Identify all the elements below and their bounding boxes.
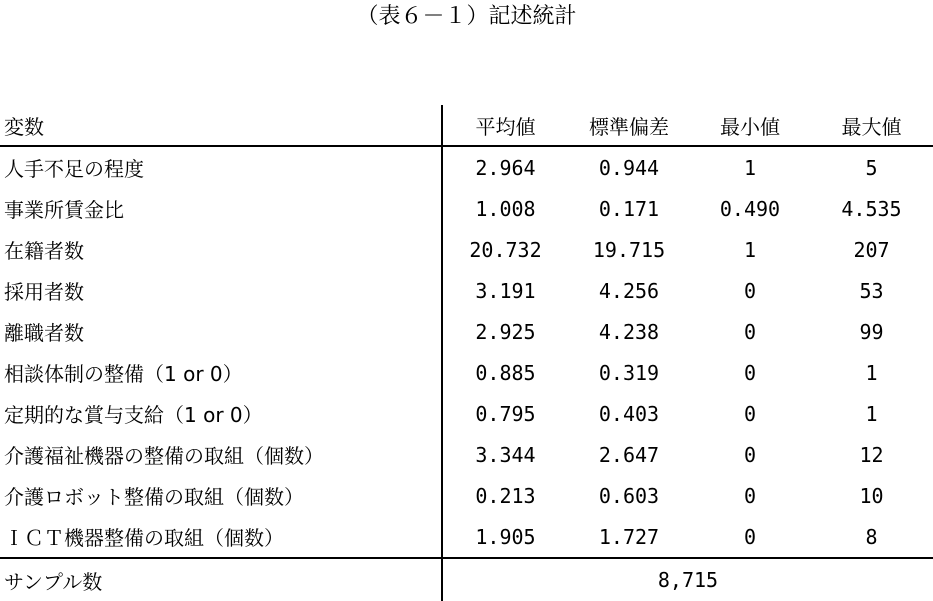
row-label: 離職者数 xyxy=(0,311,442,352)
table-row xyxy=(0,434,933,475)
cell-min: 1 xyxy=(743,237,757,262)
cell-max: 5 xyxy=(865,155,878,180)
table-row xyxy=(0,475,933,516)
cell-sd: 2.647 xyxy=(598,442,660,467)
cell-sd: 0.403 xyxy=(598,401,660,426)
cell-sd: 4.238 xyxy=(598,319,660,344)
row-label: 事業所賃金比 xyxy=(0,188,442,229)
table-row xyxy=(0,352,933,393)
cell-sd: 0.319 xyxy=(598,360,660,385)
cell-min: 0 xyxy=(743,483,757,508)
row-label: 定期的な賞与支給（1 or 0） xyxy=(0,393,442,434)
cell-mean: 2.964 xyxy=(475,155,536,180)
cell-max: 207 xyxy=(853,237,890,262)
cell-min: 0 xyxy=(743,524,757,549)
cell-max: 1 xyxy=(865,401,878,426)
cell-min: 0.490 xyxy=(719,196,781,221)
header-row xyxy=(0,105,933,146)
cell-min: 0 xyxy=(743,319,757,344)
cell-mean: 1.008 xyxy=(475,196,536,221)
cell-sd: 1.727 xyxy=(598,524,660,549)
table-row xyxy=(0,270,933,311)
cell-min: 1 xyxy=(743,155,757,180)
cell-mean: 0.795 xyxy=(475,401,536,426)
cell-max: 8 xyxy=(865,524,878,549)
cell-mean: 0.213 xyxy=(475,483,536,508)
cell-max: 1 xyxy=(865,360,878,385)
cell-sd: 19.715 xyxy=(592,237,666,262)
cell-sd: 4.256 xyxy=(598,278,660,303)
table-row xyxy=(0,146,933,188)
cell-sd: 0.944 xyxy=(598,155,660,180)
cell-max: 12 xyxy=(859,442,884,467)
table-row xyxy=(0,229,933,270)
cell-mean: 3.344 xyxy=(475,442,536,467)
row-label: 在籍者数 xyxy=(0,229,442,270)
header-max: 最大値 xyxy=(810,105,933,146)
table-row xyxy=(0,516,933,558)
table-row xyxy=(0,393,933,434)
cell-min: 0 xyxy=(743,401,757,426)
table-row xyxy=(0,311,933,352)
header-sd: 標準偏差 xyxy=(568,105,690,146)
sample-size-label: サンプル数 xyxy=(0,558,442,601)
row-label: 介護ロボット整備の取組（個数） xyxy=(0,475,442,516)
row-label: 相談体制の整備（1 or 0） xyxy=(0,352,442,393)
table-title: （表６－１）記述統計 xyxy=(356,4,577,29)
header-variable: 変数 xyxy=(0,105,442,146)
table-row xyxy=(0,188,933,229)
sample-size-value: 8,715 xyxy=(442,558,933,601)
cell-max: 10 xyxy=(859,483,884,508)
cell-mean: 3.191 xyxy=(475,278,536,303)
cell-min: 0 xyxy=(743,278,757,303)
header-mean: 平均値 xyxy=(442,105,568,146)
row-label: 人手不足の程度 xyxy=(0,146,442,188)
cell-mean: 1.905 xyxy=(475,524,536,549)
cell-max: 4.535 xyxy=(841,196,902,221)
cell-mean: 2.925 xyxy=(475,319,536,344)
cell-mean: 20.732 xyxy=(469,237,542,262)
cell-sd: 0.171 xyxy=(598,196,660,221)
cell-max: 99 xyxy=(859,319,884,344)
descriptive-statistics-table xyxy=(0,105,933,601)
row-label: 介護福祉機器の整備の取組（個数） xyxy=(0,434,442,475)
header-min: 最小値 xyxy=(690,105,810,146)
row-label: ＩＣＴ機器整備の取組（個数） xyxy=(0,516,442,558)
cell-sd: 0.603 xyxy=(598,483,660,508)
cell-mean: 0.885 xyxy=(475,360,536,385)
row-label: 採用者数 xyxy=(0,270,442,311)
cell-max: 53 xyxy=(859,278,884,303)
sample-size-row xyxy=(0,558,933,601)
cell-min: 0 xyxy=(743,442,757,467)
cell-min: 0 xyxy=(743,360,757,385)
